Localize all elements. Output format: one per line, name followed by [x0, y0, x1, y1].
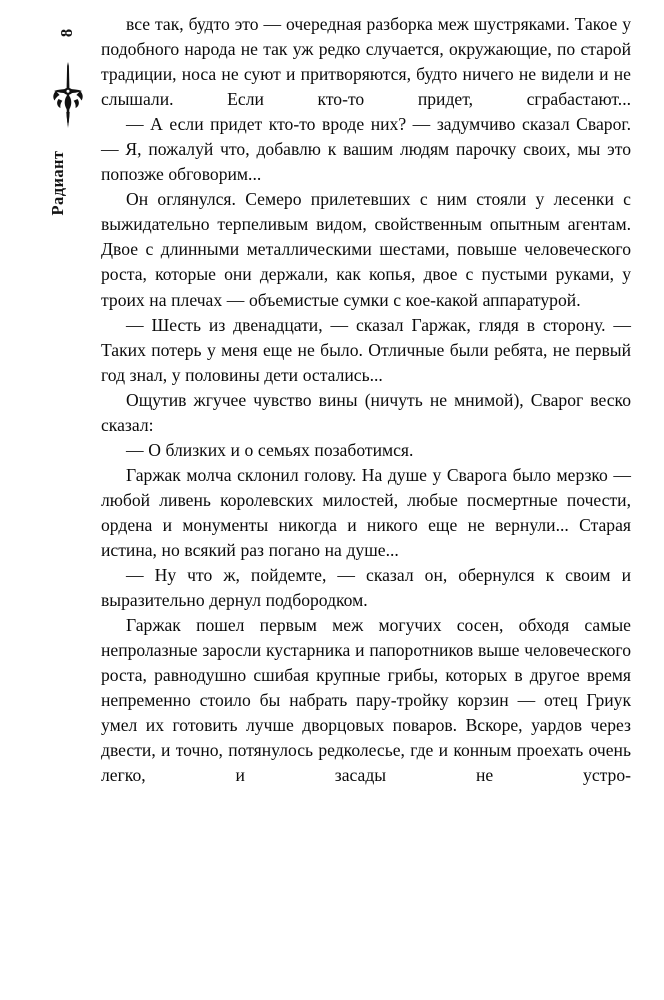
- paragraph: Он оглянулся. Семеро прилетевших с ним стояли у лесенки с выжидательно терпеливым видом, свойственным опытным агентам. Двое с длинными металлическими шестами, повыше человеческого роста, которые они держали, как копья, двое с пустыми руками, у троих на плечах — объемистые сумки с кое-какой аппаратурой.: [101, 189, 631, 310]
- paragraph: Гаржак пошел первым меж могучих сосен, обходя самые непролазные заросли кустарника и папоротников выше человеческого роста, равнодушно сшибая крупные грибы, которых в другое время непременно стоило бы набрать пару-тройку корзин — отец Гриук умел их готовить лучше дворцовых поваров. Вскоре, уардов через двести, и точно, потянулось редколесье, где и конным проехать очень легко, и засады не устро-: [101, 615, 631, 786]
- body-text-column: [101, 12, 631, 788]
- paragraph: все так, будто это — очередная разборка меж шустряками. Такое у подобного народа не так уж редко случается, окружающие, по старой традиции, носа не суют и притворяются, будто ничего не видели и не слышали. Если кто-то придет, сграбастают...: [101, 14, 631, 110]
- running-head: Радиант: [48, 150, 67, 216]
- paragraph: — Ну что ж, пойдемте, — сказал он, обернулся к своим и выразительно дернул подбородком.: [101, 565, 631, 611]
- paragraph: — А если придет кто-то вроде них? — задумчиво сказал Сварог. — Я, пожалуй что, добавлю к вашим людям парочку своих, мы это попозже обговорим...: [101, 114, 631, 185]
- paragraph: — О близких и о семьях позаботимся.: [126, 439, 414, 460]
- paragraph: — Шесть из двенадцати, — сказал Гаржак, глядя в сторону. — Таких потерь у меня еще не было. Отличные были ребята, не первый год знал, у половины дети остались...: [101, 314, 631, 385]
- page-number: 8: [56, 28, 76, 38]
- page-margin-column: [0, 0, 96, 1000]
- paragraph: Ощутив жгучее чувство вины (ничуть не мнимой), Сварог веско сказал:: [101, 389, 631, 435]
- paragraph: Гаржак молча склонил голову. На душе у Сварога было мерзко — любой ливень королевских милостей, любые посмертные почести, ордена и монументы никогда и никого еще не вернули... Старая истина, но всякий раз погано на душе...: [101, 464, 631, 560]
